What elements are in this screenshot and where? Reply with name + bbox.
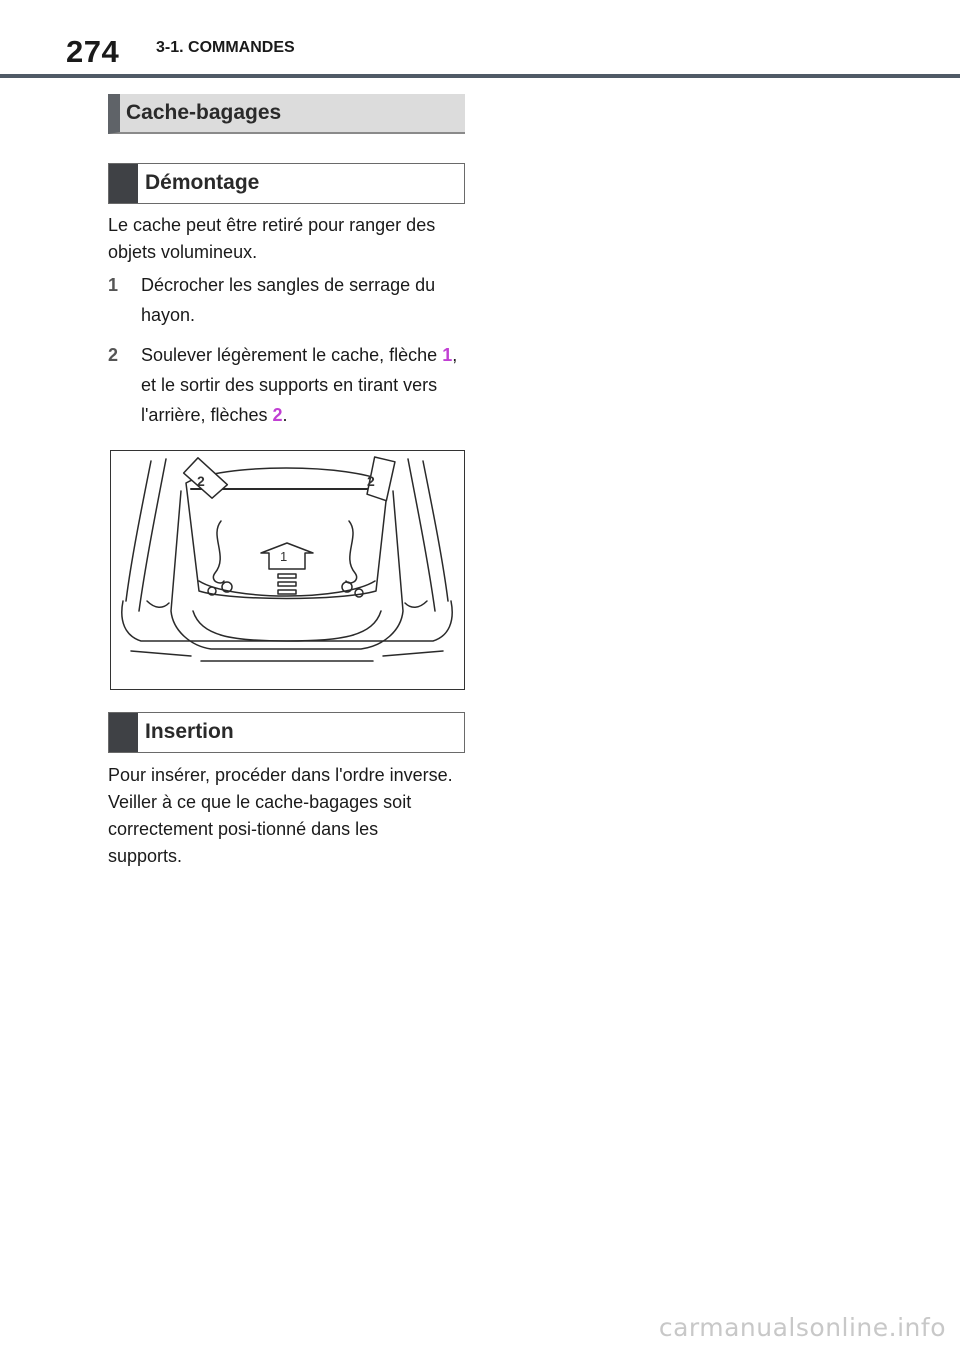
subheading-insertion-text: Insertion	[145, 720, 234, 743]
footer-watermark: carmanualsonline.info	[658, 1313, 946, 1342]
subheading-removal-text: Démontage	[145, 171, 260, 194]
step-number: 1	[108, 275, 119, 295]
subheading-removal	[108, 163, 465, 204]
subheading-bar	[109, 164, 138, 203]
callout-2-left: 2	[197, 473, 205, 489]
chapter-title: 3-1. COMMANDES	[156, 39, 295, 56]
subheading-bar	[109, 713, 138, 752]
trunk-illustration	[110, 450, 465, 690]
section-heading-text: Cache-bagages	[126, 101, 282, 124]
step-text-part: .	[282, 405, 288, 425]
step-text-part: Soulever légèrement le cache, flèche	[141, 345, 443, 365]
trunk-drawing	[111, 451, 463, 688]
step-text: Décrocher les sangles de serrage du hayon.	[141, 275, 436, 325]
step-text	[141, 340, 471, 430]
callout-1: 1	[280, 549, 288, 564]
step-number: 2	[108, 345, 119, 365]
callout-2-right: 2	[367, 473, 375, 489]
insertion-text: Pour insérer, procéder dans l'ordre inverse. Veiller à ce que le cache-bagages soit correctement posi-tionné dans les supports.	[108, 765, 453, 866]
subheading-insertion	[108, 712, 465, 753]
section-heading	[108, 94, 465, 134]
arrow-reference: 2	[272, 405, 283, 425]
removal-intro: Le cache peut être retiré pour ranger des objets volumineux.	[108, 215, 436, 262]
header-rule	[0, 74, 960, 78]
page-number: 274	[66, 34, 120, 69]
arrow-reference: 1	[442, 345, 453, 365]
step-text-part: , et le sortir des supports en tirant vers l'arrière, flèches	[141, 345, 458, 425]
